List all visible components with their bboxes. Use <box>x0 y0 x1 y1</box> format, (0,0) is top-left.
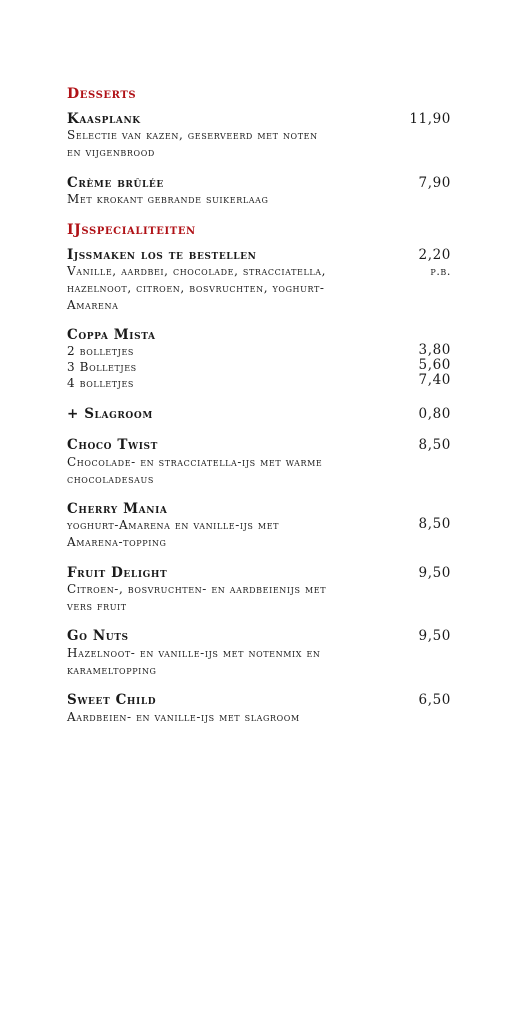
menu-item-desc-ijssmaken-line3: Amarena <box>67 298 119 312</box>
menu-item-desc-creme-brulee: Met krokant gebrande suikerlaag <box>67 192 269 206</box>
menu-item-desc-choco-twist-line2: chocoladesaus <box>67 472 154 486</box>
menu-item-title-slagroom: + Slagroom <box>67 406 153 422</box>
section-heading-desserts: Desserts <box>67 86 137 102</box>
menu-item-title-choco-twist: Choco Twist <box>67 437 158 453</box>
menu-item-price-note-ijssmaken: p.b. <box>430 265 451 278</box>
menu-item-price-cherry-mania: 8,50 <box>418 516 451 532</box>
menu-item-title-cherry-mania: Cherry Mania <box>67 501 168 517</box>
menu-item-title-go-nuts: Go Nuts <box>67 628 129 644</box>
menu-item-desc-choco-twist-line1: Chocolade- en stracciatella-ijs met warme <box>67 455 323 469</box>
menu-item-price-coppa-4: 7,40 <box>418 372 451 388</box>
menu-item-desc-go-nuts-line1: Hazelnoot- en vanille-ijs met notenmix en <box>67 646 321 660</box>
menu-item-title-creme-brulee: Crème brûlée <box>67 175 164 191</box>
menu-item-desc-cherry-mania-line2: Amarena-topping <box>67 535 167 549</box>
menu-item-price-coppa-2: 3,80 <box>418 342 451 358</box>
menu-item-option-coppa-2: 2 bolletjes <box>67 344 134 358</box>
menu-item-title-kaasplank: Kaasplank <box>67 111 141 127</box>
menu-item-desc-ijssmaken-line1: Vanille, aardbei, chocolade, stracciatella, <box>67 264 327 278</box>
menu-item-price-slagroom: 0,80 <box>418 406 451 422</box>
menu-item-title-fruit-delight: Fruit Delight <box>67 565 168 581</box>
menu-item-price-ijssmaken: 2,20 <box>418 247 451 263</box>
menu-item-price-fruit-delight: 9,50 <box>418 565 451 581</box>
menu-item-desc-kaasplank-line1: Selectie van kazen, geserveerd met noten <box>67 128 318 142</box>
menu-item-option-coppa-4: 4 bolletjes <box>67 376 134 390</box>
menu-item-desc-go-nuts-line2: karameltopping <box>67 663 157 677</box>
menu-item-option-coppa-3: 3 Bolletjes <box>67 360 137 374</box>
menu-item-price-sweet-child: 6,50 <box>418 692 451 708</box>
menu-item-price-kaasplank: 11,90 <box>409 111 451 127</box>
menu-item-desc-sweet-child: Aardbeien- en vanille-ijs met slagroom <box>67 710 300 724</box>
menu-item-desc-cherry-mania-line1: yoghurt-Amarena en vanille-ijs met <box>67 518 280 532</box>
menu-item-title-coppa-mista: Coppa Mista <box>67 327 156 343</box>
menu-item-desc-kaasplank-line2: en vijgenbrood <box>67 145 155 159</box>
menu-item-price-go-nuts: 9,50 <box>418 628 451 644</box>
menu-item-title-ijssmaken: Ijssmaken los te bestellen <box>67 247 257 263</box>
menu-item-desc-ijssmaken-line2: hazelnoot, citroen, bosvruchten, yoghurt- <box>67 281 325 295</box>
menu-item-desc-fruit-delight-line1: Citroen-, bosvruchten- en aardbeienijs met <box>67 582 327 596</box>
menu-item-title-sweet-child: Sweet Child <box>67 692 157 708</box>
menu-item-price-creme-brulee: 7,90 <box>418 175 451 191</box>
section-heading-ijsspecialiteiten: IJsspecialiteiten <box>67 222 196 238</box>
menu-item-price-choco-twist: 8,50 <box>418 437 451 453</box>
menu-item-desc-fruit-delight-line2: vers fruit <box>67 599 127 613</box>
menu-item-price-coppa-3: 5,60 <box>418 357 451 373</box>
